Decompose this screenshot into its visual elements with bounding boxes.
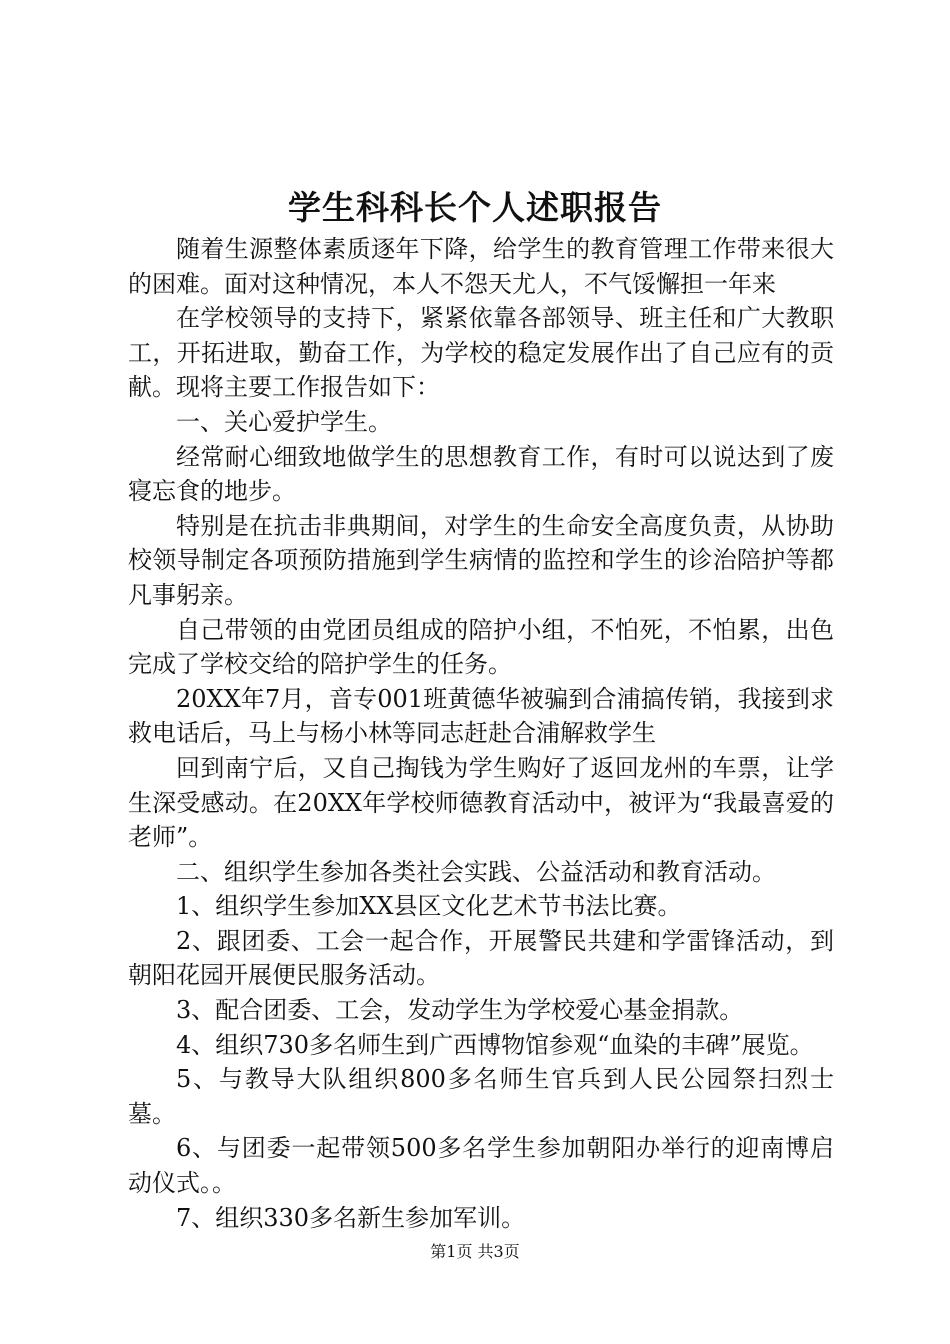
paragraph: 随着生源整体素质逐年下降，给学生的教育管理工作带来很大的困难。面对这种情况，本人不怨天尤人，不气馁懈担一年来 — [128, 235, 834, 298]
document-title: 学生科科长个人述职报告 — [288, 188, 662, 227]
list-item: 6、与团委一起带领500多名学生参加朝阳办举行的迎南博启动仪式。。 — [128, 1134, 834, 1198]
list-item: 5、与教导大队组织800多名师生官兵到人民公园祭扫烈士墓。 — [128, 1065, 834, 1128]
paragraph: 经常耐心细致地做学生的思想教育工作，有时可以说达到了废寝忘食的地步。 — [128, 442, 834, 506]
list-item: 4、组织730多名师生到广西博物馆参观“血染的丰碑”展览。 — [176, 1030, 814, 1059]
list-item: 3、配合团委、工会，发动学生为学校爱心基金捐款。 — [176, 996, 744, 1025]
list-item: 7、组织330多名新生参加军训。 — [176, 1203, 526, 1232]
paragraph: 自己带领的由党团员组成的陪护小组，不怕死，不怕累，出色完成了学校交给的陪护学生的任务。 — [128, 615, 834, 679]
section-heading: 二、组织学生参加各类社会实践、公益活动和教育活动。 — [176, 857, 776, 886]
document-body — [128, 232, 834, 1235]
paragraph: 特别是在抗击非典期间，对学生的生命安全高度负责，从协助校领导制定各项预防措施到学生病情的监控和学生的诊治陪护等都凡事躬亲。 — [128, 511, 834, 609]
paragraph: 回到南宁后，又自己掏钱为学生购好了返回龙州的车票，让学生深受感动。在20XX年学校师德教育活动中，被评为“我最喜爱的老师”。 — [128, 753, 834, 852]
paragraph: 20XX年7月，音专001班黄德华被骗到合浦搞传销，我接到求救电话后，马上与杨小林等同志赶赴合浦解救学生 — [128, 684, 834, 748]
list-item: 1、组织学生参加XX县区文化艺术节书法比赛。 — [176, 892, 682, 921]
section-heading: 一、关心爱护学生。 — [176, 407, 392, 436]
list-item: 2、跟团委、工会一起合作，开展警民共建和学雷锋活动，到朝阳花园开展便民服务活动。 — [128, 926, 834, 990]
page-footer: 第1页 共3页 — [430, 1242, 520, 1261]
paragraph: 在学校领导的支持下，紧紧依靠各部领导、班主任和广大教职工，开拓进取，勤奋工作，为学校的稳定发展作出了自己应有的贡献。现将主要工作报告如下： — [128, 304, 834, 402]
